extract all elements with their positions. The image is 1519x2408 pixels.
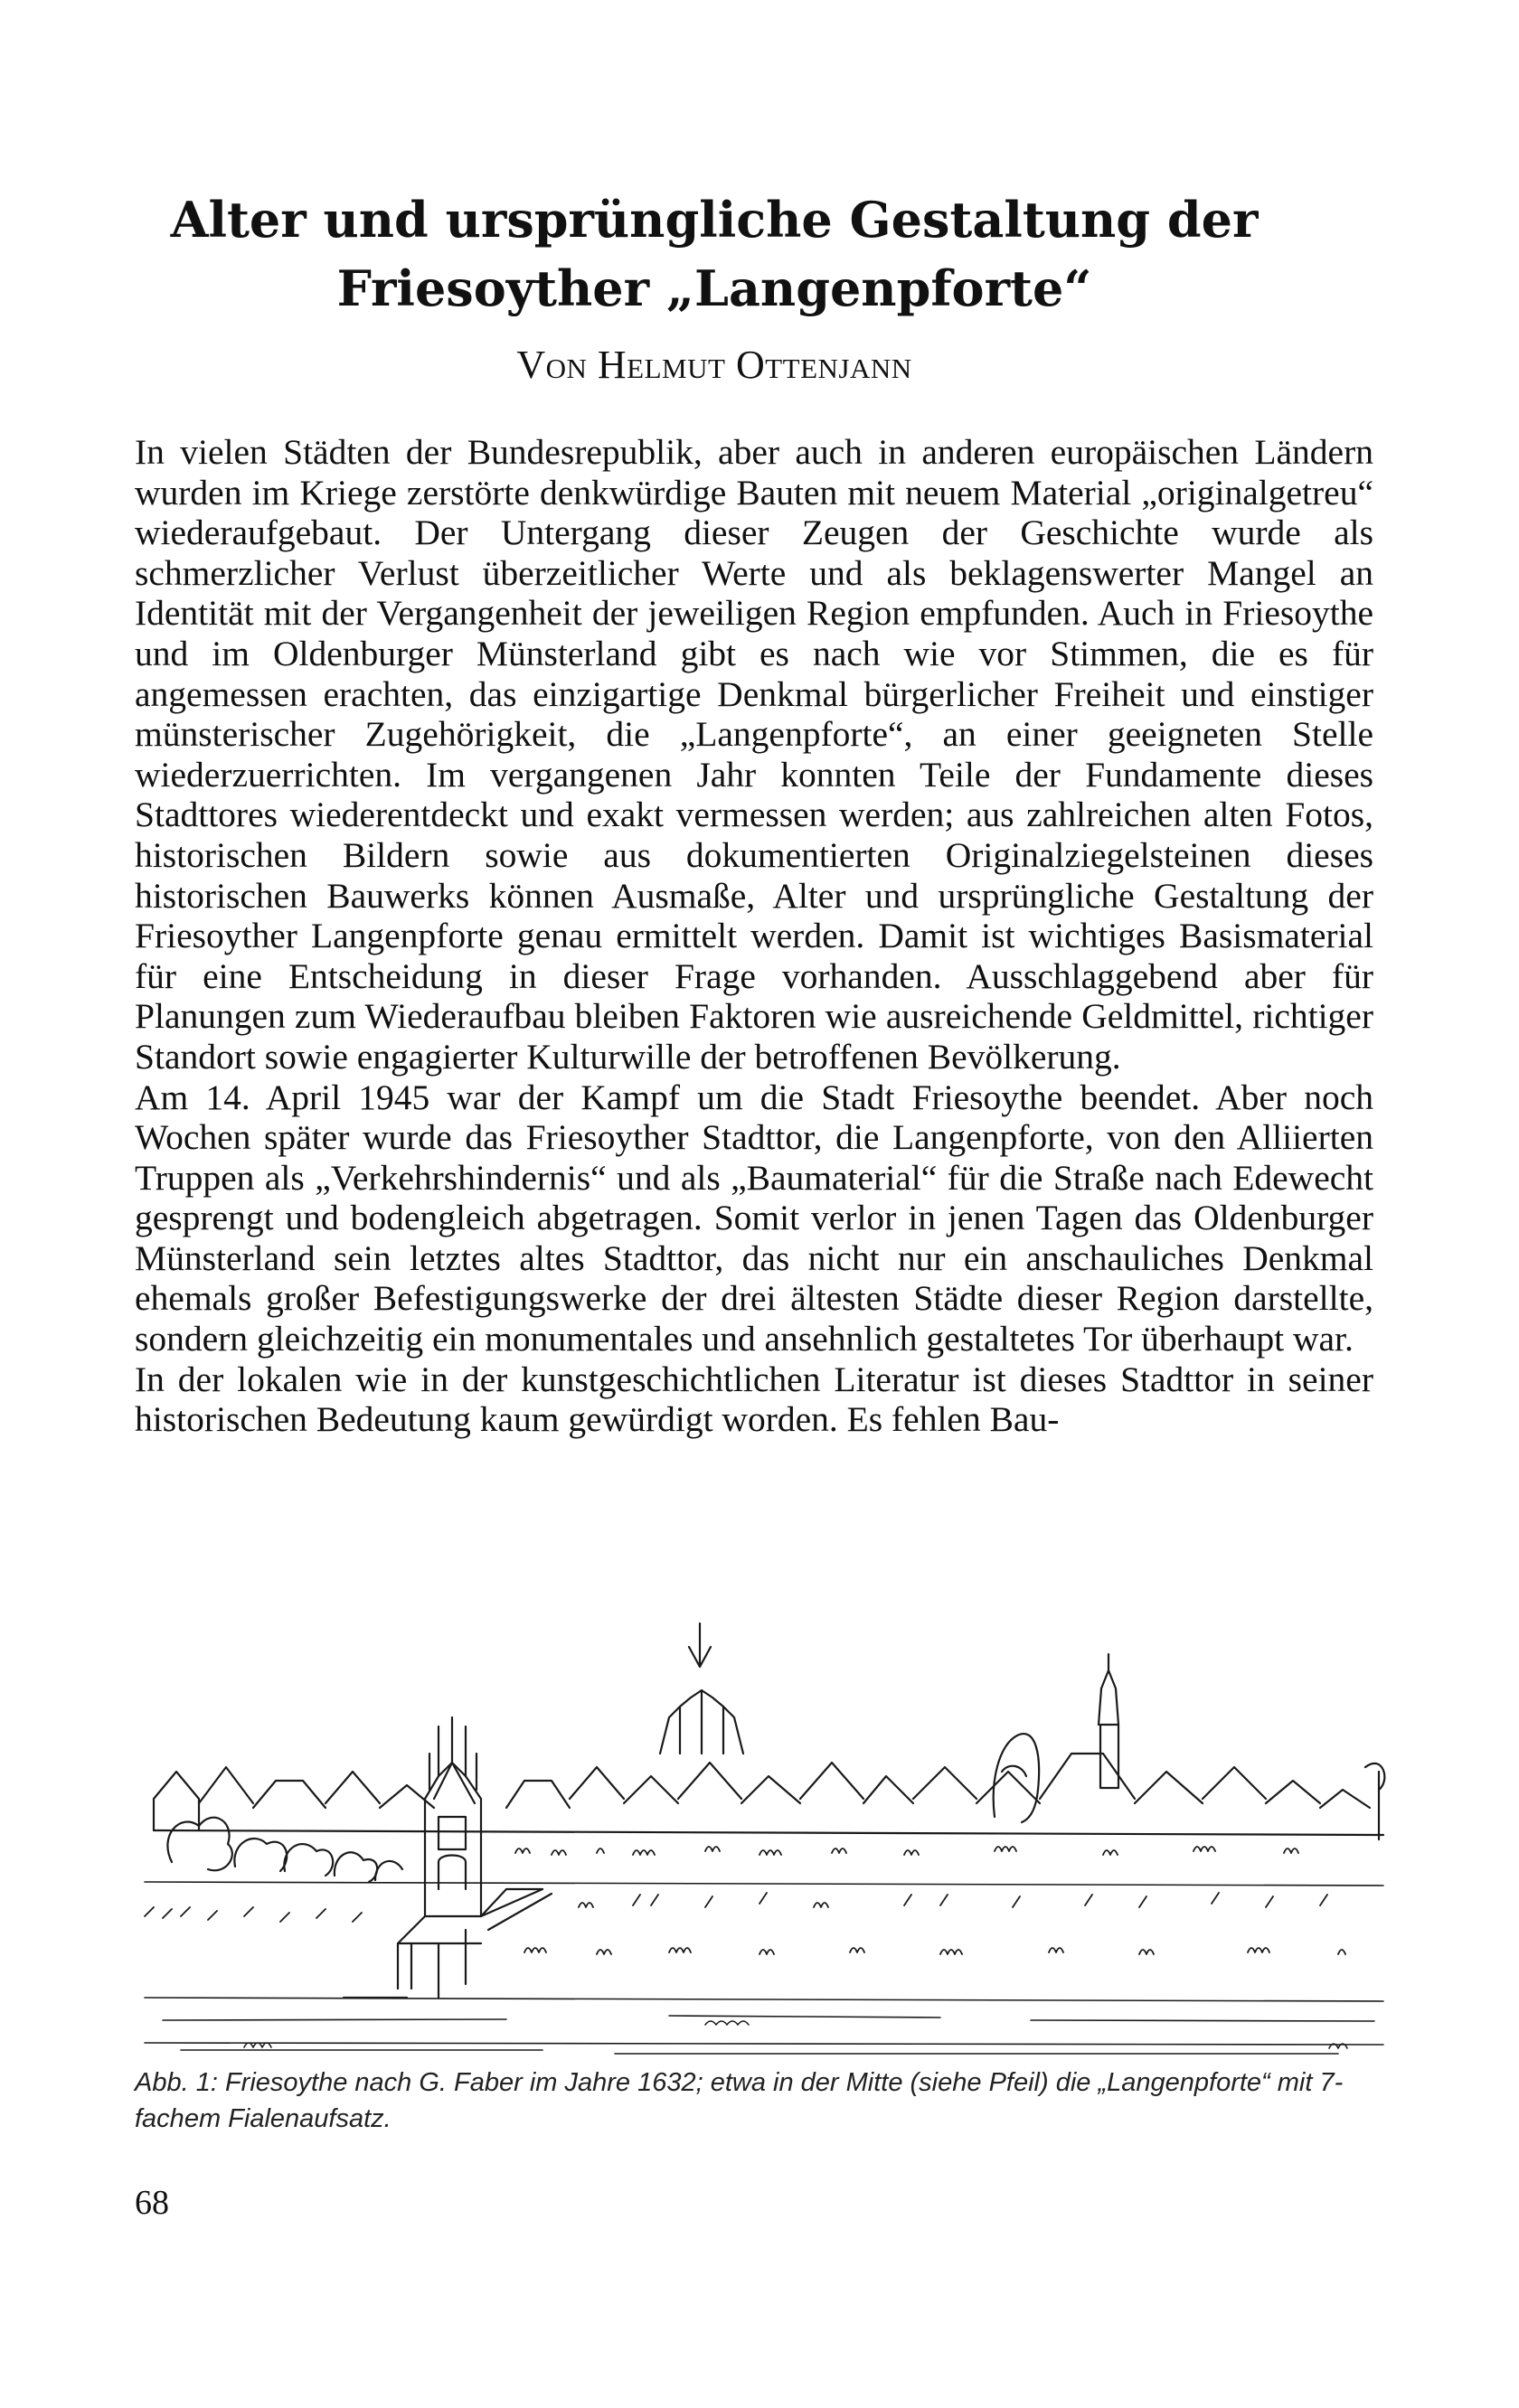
body-paragraph-2: Am 14. April 1945 war der Kampf um die Stadt Friesoythe beendet. Aber noch Wochen später wurde das Friesoyther Stadttor, die Langenpforte, von den Alliierten Truppen als „Verkehrshindernis“ und als „Baumaterial“ für die Straße nach Edewecht gesprengt und bodengleich abgetragen. Somit verlor in jenen Tagen das Oldenburger Münsterland sein letztes altes Stadttor, das nicht nur ein anschauliches Denkmal ehemals großer Befestigungswerke der drei ältesten Städte dieser Region darstellte, sondern gleichzeitig ein monumentales und ansehnlich gestaltetes Tor überhaupt war. [135, 1077, 1373, 1359]
town-roofline-sketch [154, 1754, 1384, 1839]
article-title-line-2: Friesoyther „Langenpforte“ [336, 259, 1092, 317]
page-number: 68 [135, 2184, 169, 2222]
body-paragraph-1: In vielen Städten der Bundesrepublik, aber auch in anderen europäischen Ländern wurden im Kriege zerstörte denkwürdige Bauten mit neuem Material „originalgetreu“ wiederaufgebaut. Der Untergang dieser Zeugen der Geschichte wurde als schmerzlicher Verlust überzeitlicher Werte und als beklagenswerter Mangel an Identität mit der Vergangenheit der jeweiligen Region empfunden. Auch in Friesoythe und im Oldenburger Münsterland gibt es nach wie vor Stimmen, die es für angemessen erachten, das einzigartige Denkmal bürgerlicher Freiheit und einstiger münsterischer Zugehörigkeit, die „Langenpforte“, an einer geeigneten Stelle wiederzuerrichten. Im vergangenen Jahr konnten Teile der Fundamente dieses Stadttores wiederentdeckt und exakt vermessen werden; aus zahlreichen alten Fotos, historischen Bildern sowie aus dokumentierten Originalziegelsteinen dieses historischen Bauwerks können Ausmaße, Alter und ursprüngliche Gestaltung der Friesoyther Langenpforte genau ermittelt werden. Damit ist wichtiges Basismaterial für eine Entscheidung in dieser Frage vorhanden. Ausschlaggebend aber für Planungen zum Wiederaufbau bleiben Faktoren wie ausreichende Geldmittel, richtiger Standort sowie engagierter Kulturwille der betroffenen Bevölkerung. [135, 432, 1373, 1077]
article-title [127, 185, 1302, 323]
town-view-illustration [127, 1618, 1392, 2061]
trees-left-sketch [167, 1818, 402, 1882]
down-arrow-icon [689, 1623, 711, 1667]
city-gate-tower-sketch [344, 1717, 552, 1998]
water-lines-sketch [145, 1882, 1383, 2054]
article-title-line-1: Alter und ursprüngliche Gestaltung der [170, 191, 1259, 249]
church-tower-sketch [994, 1654, 1118, 1822]
body-paragraph-3: In der lokalen wie in der kunstgeschichtlichen Literatur ist dieses Stadttor in seiner historischen Bedeutung kaum gewürdigt worden. Es fehlen Bau- [135, 1359, 1373, 1440]
article-body [135, 432, 1373, 1440]
distant-building-sketch [660, 1690, 743, 1754]
figure-caption: Abb. 1: Friesoythe nach G. Faber im Jahre 1632; etwa in der Mitte (siehe Pfeil) die „Langenpforte“ mit 7-fachem Fialenaufsatz. [135, 2068, 1344, 2133]
author-byline: Von Helmut Ottenjann [516, 343, 912, 387]
meadow-hatching-sketch [145, 1847, 1345, 1954]
